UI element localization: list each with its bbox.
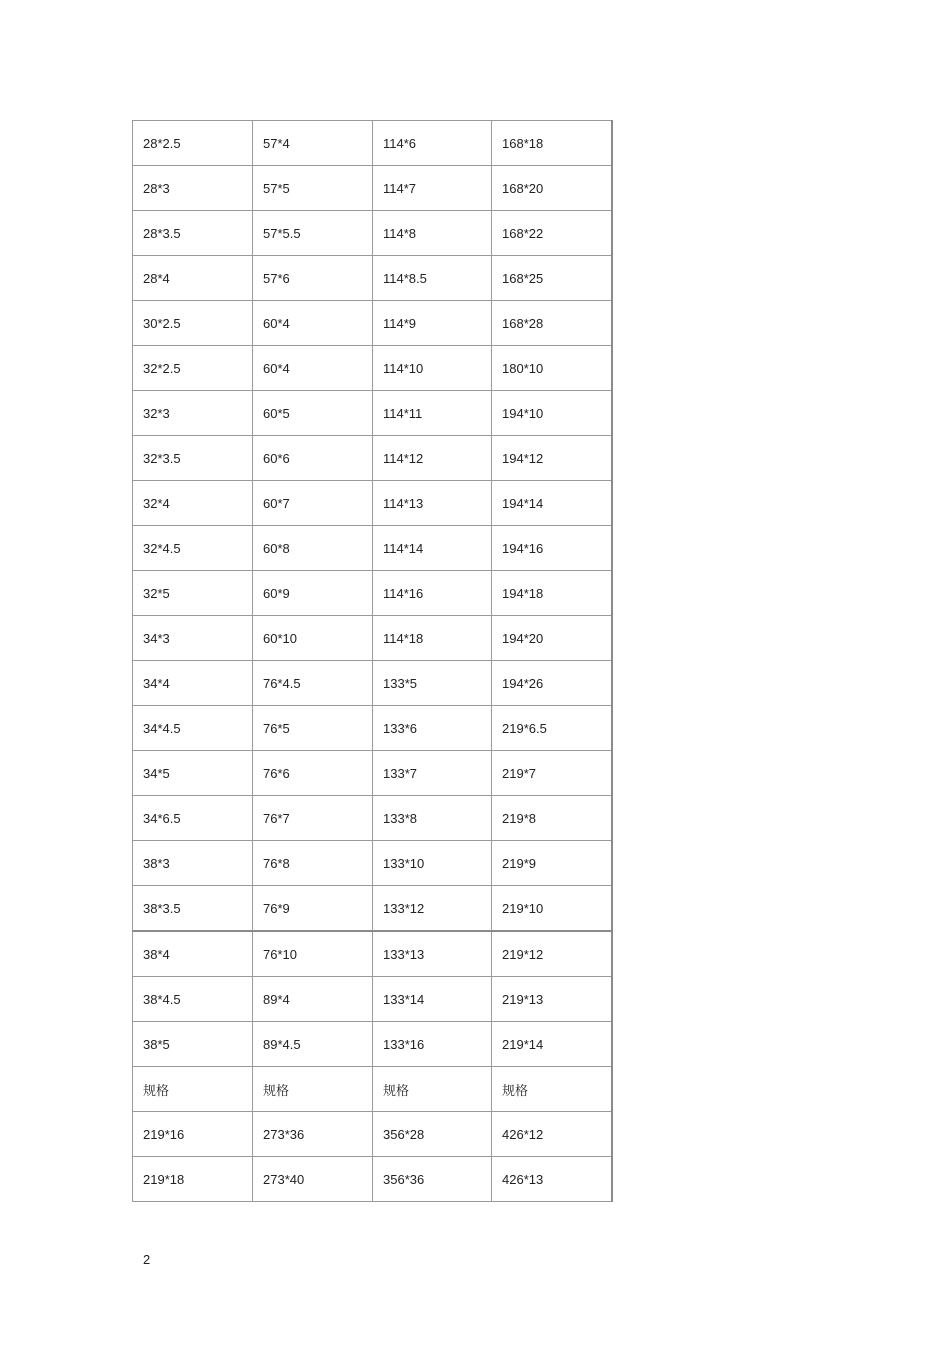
table-cell: 34*3 — [133, 616, 253, 661]
table-cell: 133*12 — [373, 886, 492, 932]
table-row — [133, 886, 612, 932]
table-cell: 60*8 — [253, 526, 373, 571]
table-cell: 57*5.5 — [253, 211, 373, 256]
table-cell: 76*4.5 — [253, 661, 373, 706]
table-cell: 114*9 — [373, 301, 492, 346]
table-cell: 76*6 — [253, 751, 373, 796]
table-cell: 38*4 — [133, 931, 253, 977]
table-cell: 34*5 — [133, 751, 253, 796]
table-cell: 60*6 — [253, 436, 373, 481]
table-cell: 34*6.5 — [133, 796, 253, 841]
table-cell: 133*8 — [373, 796, 492, 841]
table-cell: 356*36 — [373, 1157, 492, 1202]
table-row — [133, 796, 612, 841]
table-cell: 133*13 — [373, 931, 492, 977]
table-header-cell: 规格 — [373, 1067, 492, 1112]
table-row — [133, 166, 612, 211]
table-cell: 219*9 — [492, 841, 612, 886]
table-header-cell: 规格 — [492, 1067, 612, 1112]
table-cell: 194*20 — [492, 616, 612, 661]
table-cell: 34*4 — [133, 661, 253, 706]
table-cell: 114*8.5 — [373, 256, 492, 301]
table-cell: 168*25 — [492, 256, 612, 301]
table-cell: 114*8 — [373, 211, 492, 256]
table-cell: 273*40 — [253, 1157, 373, 1202]
table-cell: 168*18 — [492, 121, 612, 166]
table-cell: 32*2.5 — [133, 346, 253, 391]
table-cell: 38*3 — [133, 841, 253, 886]
table-cell: 194*18 — [492, 571, 612, 616]
spec-table-body — [133, 121, 612, 1202]
table-cell: 76*8 — [253, 841, 373, 886]
table-header-cell: 规格 — [133, 1067, 253, 1112]
table-cell: 32*3 — [133, 391, 253, 436]
table-row — [133, 706, 612, 751]
table-cell: 219*16 — [133, 1112, 253, 1157]
table-cell: 89*4 — [253, 977, 373, 1022]
table-cell: 60*4 — [253, 346, 373, 391]
table-cell: 114*16 — [373, 571, 492, 616]
table-cell: 60*5 — [253, 391, 373, 436]
table-cell: 168*20 — [492, 166, 612, 211]
table-cell: 60*7 — [253, 481, 373, 526]
table-cell: 76*10 — [253, 931, 373, 977]
table-cell: 76*9 — [253, 886, 373, 932]
table-cell: 114*12 — [373, 436, 492, 481]
table-cell: 426*13 — [492, 1157, 612, 1202]
table-header-cell: 规格 — [253, 1067, 373, 1112]
table-cell: 219*13 — [492, 977, 612, 1022]
table-row — [133, 1157, 612, 1202]
table-cell: 28*3 — [133, 166, 253, 211]
table-cell: 219*8 — [492, 796, 612, 841]
table-cell: 356*28 — [373, 1112, 492, 1157]
table-cell: 219*10 — [492, 886, 612, 932]
table-row — [133, 211, 612, 256]
table-row — [133, 751, 612, 796]
table-row — [133, 121, 612, 166]
table-cell: 219*18 — [133, 1157, 253, 1202]
table-cell: 60*10 — [253, 616, 373, 661]
table-row — [133, 571, 612, 616]
table-row — [133, 931, 612, 977]
table-cell: 194*14 — [492, 481, 612, 526]
table-cell: 76*5 — [253, 706, 373, 751]
table-row — [133, 977, 612, 1022]
table-cell: 219*14 — [492, 1022, 612, 1067]
table-cell: 114*6 — [373, 121, 492, 166]
table-cell: 219*7 — [492, 751, 612, 796]
table-cell: 76*7 — [253, 796, 373, 841]
table-row — [133, 256, 612, 301]
table-cell: 133*14 — [373, 977, 492, 1022]
table-row — [133, 841, 612, 886]
table-row — [133, 1112, 612, 1157]
page-number: 2 — [143, 1252, 151, 1267]
table-cell: 426*12 — [492, 1112, 612, 1157]
table-cell: 194*26 — [492, 661, 612, 706]
table-row — [133, 481, 612, 526]
table-cell: 114*18 — [373, 616, 492, 661]
table-cell: 60*9 — [253, 571, 373, 616]
table-cell: 32*4 — [133, 481, 253, 526]
table-row — [133, 391, 612, 436]
table-row — [133, 661, 612, 706]
table-header-row — [133, 1067, 612, 1112]
table-cell: 30*2.5 — [133, 301, 253, 346]
table-cell: 34*4.5 — [133, 706, 253, 751]
table-cell: 133*7 — [373, 751, 492, 796]
table-cell: 114*13 — [373, 481, 492, 526]
table-row — [133, 436, 612, 481]
table-row — [133, 301, 612, 346]
table-row — [133, 1022, 612, 1067]
table-cell: 89*4.5 — [253, 1022, 373, 1067]
table-cell: 219*6.5 — [492, 706, 612, 751]
table-cell: 133*16 — [373, 1022, 492, 1067]
spec-table — [132, 120, 613, 1202]
table-cell: 38*4.5 — [133, 977, 253, 1022]
table-cell: 114*10 — [373, 346, 492, 391]
table-cell: 133*10 — [373, 841, 492, 886]
table-cell: 273*36 — [253, 1112, 373, 1157]
table-cell: 114*11 — [373, 391, 492, 436]
table-cell: 194*10 — [492, 391, 612, 436]
table-cell: 28*4 — [133, 256, 253, 301]
table-row — [133, 346, 612, 391]
table-cell: 60*4 — [253, 301, 373, 346]
table-cell: 28*3.5 — [133, 211, 253, 256]
table-cell: 219*12 — [492, 931, 612, 977]
table-row — [133, 526, 612, 571]
table-cell: 28*2.5 — [133, 121, 253, 166]
table-cell: 38*3.5 — [133, 886, 253, 932]
table-cell: 32*3.5 — [133, 436, 253, 481]
table-cell: 133*6 — [373, 706, 492, 751]
table-row — [133, 616, 612, 661]
table-cell: 168*28 — [492, 301, 612, 346]
table-cell: 133*5 — [373, 661, 492, 706]
table-cell: 114*7 — [373, 166, 492, 211]
table-cell: 114*14 — [373, 526, 492, 571]
table-cell: 168*22 — [492, 211, 612, 256]
table-cell: 180*10 — [492, 346, 612, 391]
table-cell: 194*16 — [492, 526, 612, 571]
table-cell: 194*12 — [492, 436, 612, 481]
table-cell: 57*4 — [253, 121, 373, 166]
table-cell: 57*5 — [253, 166, 373, 211]
table-cell: 32*4.5 — [133, 526, 253, 571]
table-cell: 32*5 — [133, 571, 253, 616]
table-cell: 57*6 — [253, 256, 373, 301]
table-cell: 38*5 — [133, 1022, 253, 1067]
